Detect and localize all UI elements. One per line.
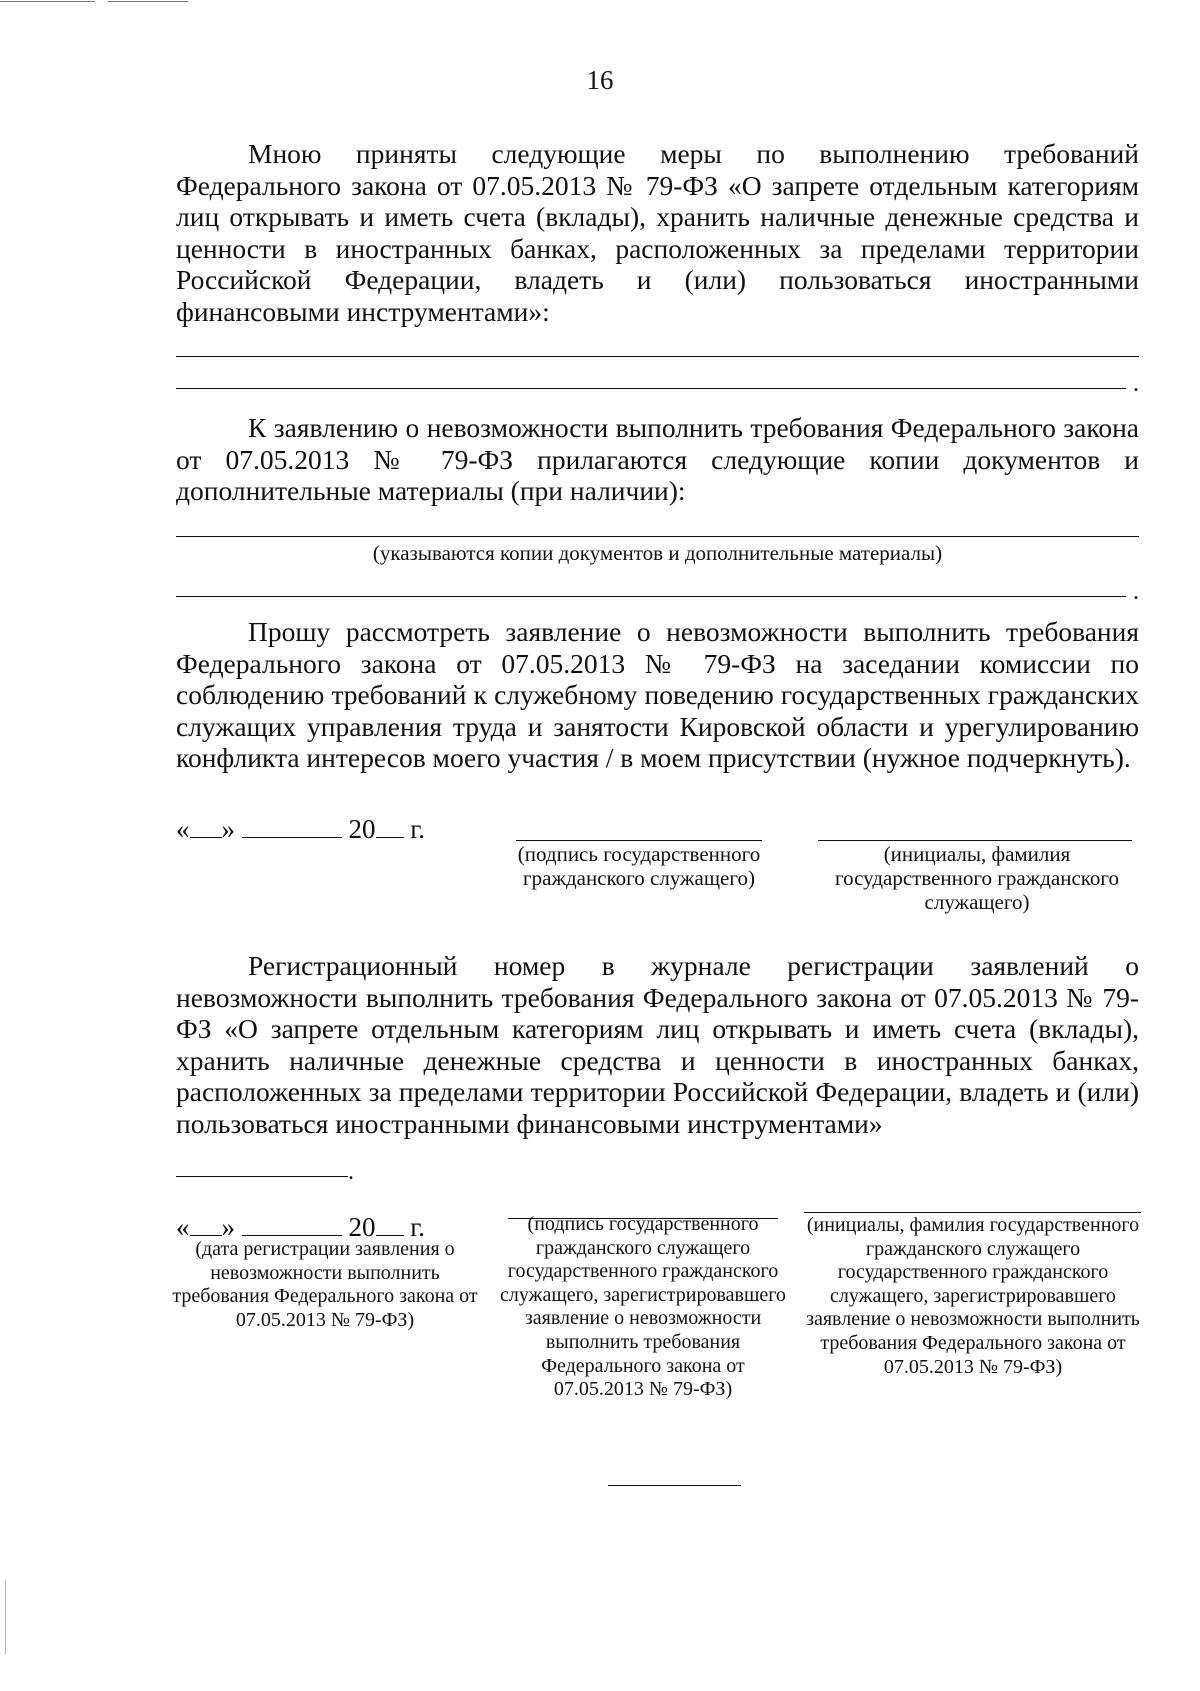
year-blank[interactable] <box>376 817 404 838</box>
registrar-signature-caption: (подпись государственного гражданского служащего государственного гражданского служащего, зарегистрировавшего заявление о невозможности выполнить требования Федерального закона от 07.05.2013 № 79-ФЗ) <box>500 1213 786 1401</box>
day-blank[interactable] <box>190 817 222 838</box>
registration-end-mark: . <box>348 1159 354 1185</box>
scan-edge-mark <box>108 1 188 2</box>
measures-fill-line-2[interactable] <box>176 388 1126 389</box>
quote-close: » <box>221 814 235 844</box>
date-field[interactable] <box>176 814 425 845</box>
attachments-caption: (указываются копии документов и дополнительные материалы) <box>372 541 943 565</box>
year-suffix: г. <box>410 1212 426 1242</box>
scan-edge-mark <box>0 1 95 2</box>
scan-edge-mark <box>5 1580 6 1655</box>
measures-fill-line-1[interactable] <box>176 356 1139 357</box>
measures-end-mark: . <box>1133 371 1139 397</box>
end-separator-line <box>608 1485 741 1486</box>
quote-open: « <box>176 1212 190 1242</box>
day-blank[interactable] <box>190 1215 222 1236</box>
year-blank[interactable] <box>376 1215 404 1236</box>
registration-paragraph: Регистрационный номер в журнале регистрации заявлений о невозможности выполнить требования Федерального закона от 07.05.2013 № 79-ФЗ «О запрете отдельным категориям лиц открывать и иметь счета (вклады), хранить наличные денежные средства и ценности в иностранных банках, расположенных за пределами территории Российской Федерации, владеть и (или) пользоваться иностранными финансовыми инструментами» <box>176 950 1139 1139</box>
attachments-fill-line-2[interactable] <box>176 596 1126 597</box>
measures-paragraph: Мною приняты следующие меры по выполнению требований Федерального закона от 07.05.2013 № 79-ФЗ «О запрете отдельным категориям лиц открывать и иметь счета (вклады), хранить наличные денежные средства и ценности в иностранных банках, расположенных за пределами территории Российской Федерации, владеть и (или) пользоваться иностранными финансовыми инструментами»: <box>176 138 1139 327</box>
signature-line[interactable] <box>516 840 762 841</box>
registrar-name-caption: (инициалы, фамилия государственного гражданского служащего государственного гражданского служащего, зарегистрировавшего заявление о невозможности выполнить требования Федерального закона от 07.05.2013 № 79-ФЗ) <box>806 1214 1140 1378</box>
attachments-fill-line-1[interactable] <box>176 536 1139 537</box>
registrar-name-line[interactable] <box>804 1212 1141 1213</box>
month-blank[interactable] <box>242 817 342 838</box>
attachments-paragraph: К заявлению о невозможности выполнить требования Федерального закона от 07.05.2013 № 79-ФЗ прилагаются следующие копии документов и дополнительные материалы (при наличии): <box>176 412 1139 507</box>
registration-date-caption: (дата регистрации заявления о невозможности выполнить требования Федерального закона от 07.05.2013 № 79-ФЗ) <box>172 1238 478 1331</box>
registration-number-line[interactable] <box>176 1176 348 1177</box>
name-line[interactable] <box>818 840 1132 841</box>
page-number: 16 <box>586 65 614 95</box>
attachments-end-mark: . <box>1133 579 1139 605</box>
quote-close: » <box>221 1212 235 1242</box>
signature-caption: (подпись государственного гражданского служащего) <box>517 842 761 890</box>
month-blank[interactable] <box>242 1215 342 1236</box>
year-suffix: г. <box>410 814 426 844</box>
name-caption: (инициалы, фамилия государственного гражданского служащего) <box>834 842 1119 914</box>
request-paragraph: Прошу рассмотреть заявление о невозможности выполнить требования Федерального закона от 07.05.2013 № 79-ФЗ на заседании комиссии по соблюдению требований к служебному поведению государственных гражданских служащих управления труда и занятости Кировской области и урегулированию конфликта интересов моего участия / в моем присутствии (нужное подчеркнуть). <box>176 616 1139 774</box>
year-prefix: 20 <box>348 1212 376 1242</box>
quote-open: « <box>176 814 190 844</box>
year-prefix: 20 <box>348 814 376 844</box>
